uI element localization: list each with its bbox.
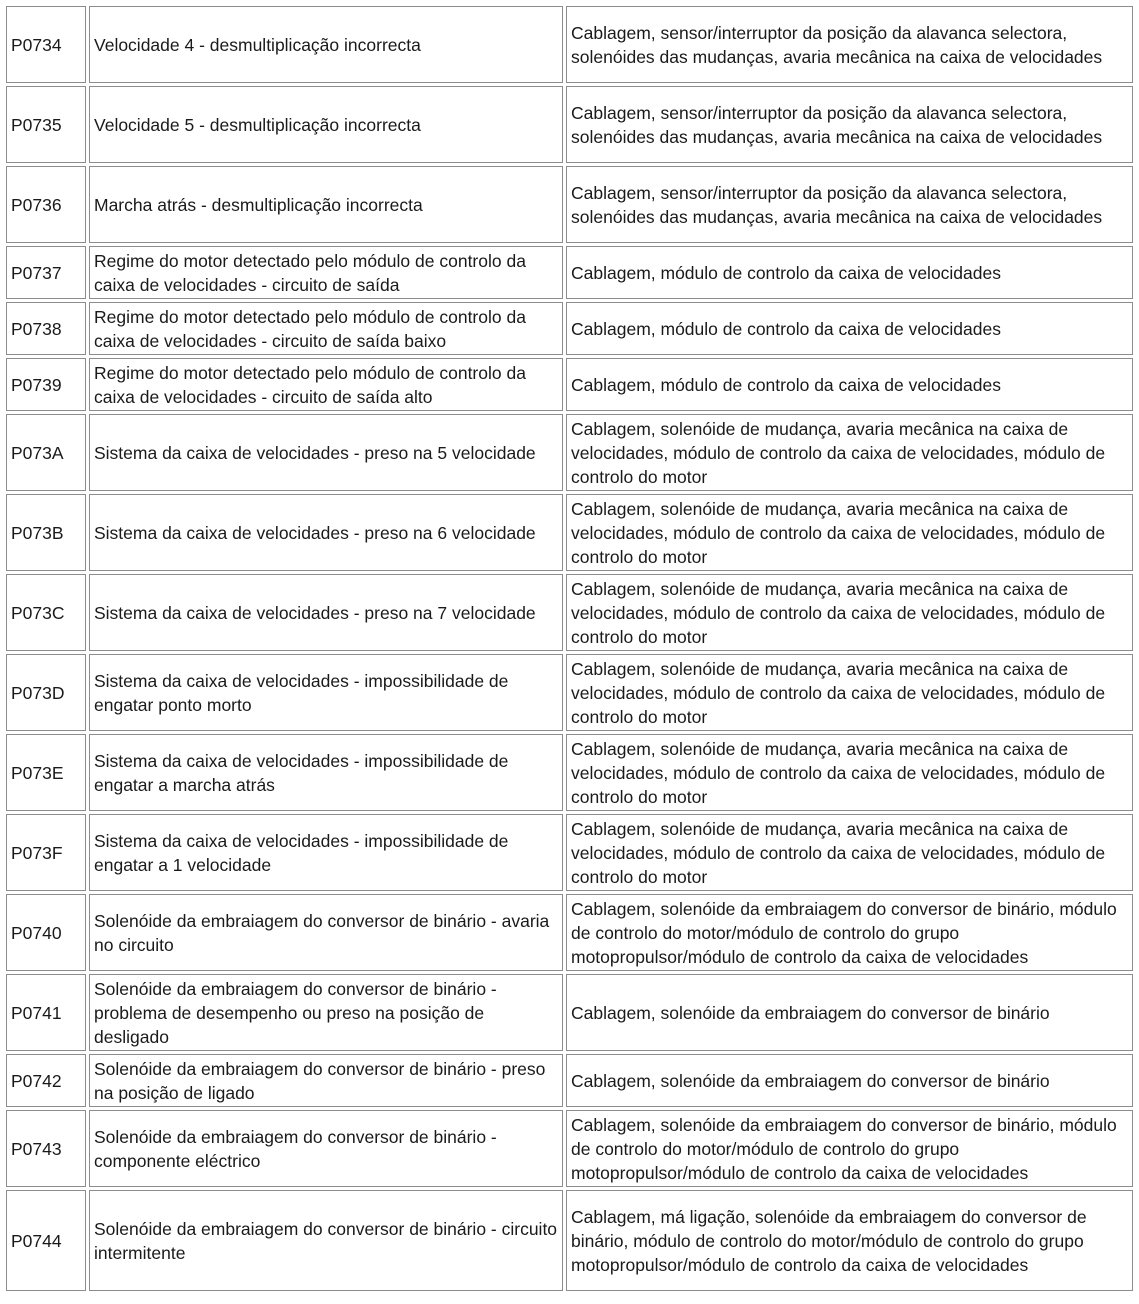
dtc-causes: Cablagem, módulo de controlo da caixa de velocidades: [566, 302, 1133, 355]
dtc-description: Regime do motor detectado pelo módulo de controlo da caixa de velocidades - circuito de saída: [89, 246, 563, 299]
dtc-causes: Cablagem, sensor/interruptor da posição da alavanca selectora, solenóides das mudanças, avaria mecânica na caixa de velocidades: [566, 86, 1133, 163]
table-row: [6, 1054, 1133, 1107]
dtc-description: Solenóide da embraiagem do conversor de binário - circuito intermitente: [89, 1190, 563, 1291]
dtc-code: P0744: [6, 1190, 86, 1291]
dtc-causes: Cablagem, sensor/interruptor da posição da alavanca selectora, solenóides das mudanças, avaria mecânica na caixa de velocidades: [566, 6, 1133, 83]
dtc-causes: Cablagem, módulo de controlo da caixa de velocidades: [566, 358, 1133, 411]
dtc-description: Solenóide da embraiagem do conversor de binário - avaria no circuito: [89, 894, 563, 971]
dtc-causes: Cablagem, solenóide de mudança, avaria mecânica na caixa de velocidades, módulo de controlo da caixa de velocidades, módulo de controlo do motor: [566, 654, 1133, 731]
dtc-description: Solenóide da embraiagem do conversor de binário - componente eléctrico: [89, 1110, 563, 1187]
dtc-description: Sistema da caixa de velocidades - impossibilidade de engatar ponto morto: [89, 654, 563, 731]
table-row: [6, 654, 1133, 731]
dtc-causes: Cablagem, má ligação, solenóide da embraiagem do conversor de binário, módulo de controlo do motor/módulo de controlo do grupo motopropulsor/módulo de controlo da caixa de velocidades: [566, 1190, 1133, 1291]
dtc-code: P0741: [6, 974, 86, 1051]
table-row: [6, 414, 1133, 491]
table-row: [6, 302, 1133, 355]
table-row: [6, 166, 1133, 243]
table-row: [6, 358, 1133, 411]
dtc-description: Velocidade 5 - desmultiplicação incorrecta: [89, 86, 563, 163]
table-row: [6, 1190, 1133, 1291]
dtc-code: P0739: [6, 358, 86, 411]
dtc-causes: Cablagem, solenóide da embraiagem do conversor de binário, módulo de controlo do motor/módulo de controlo do grupo motopropulsor/módulo de controlo da caixa de velocidades: [566, 894, 1133, 971]
dtc-code: P073B: [6, 494, 86, 571]
dtc-description: Marcha atrás - desmultiplicação incorrecta: [89, 166, 563, 243]
table-row: [6, 1110, 1133, 1187]
table-row: [6, 246, 1133, 299]
dtc-description: Sistema da caixa de velocidades - impossibilidade de engatar a 1 velocidade: [89, 814, 563, 891]
dtc-code: P073D: [6, 654, 86, 731]
dtc-causes: Cablagem, solenóide da embraiagem do conversor de binário: [566, 1054, 1133, 1107]
table-row: [6, 894, 1133, 971]
dtc-table: [3, 3, 1136, 1294]
dtc-causes: Cablagem, solenóide de mudança, avaria mecânica na caixa de velocidades, módulo de controlo da caixa de velocidades, módulo de controlo do motor: [566, 414, 1133, 491]
dtc-description: Sistema da caixa de velocidades - preso na 7 velocidade: [89, 574, 563, 651]
dtc-code: P073C: [6, 574, 86, 651]
table-row: [6, 734, 1133, 811]
dtc-description: Regime do motor detectado pelo módulo de controlo da caixa de velocidades - circuito de saída alto: [89, 358, 563, 411]
dtc-code: P073F: [6, 814, 86, 891]
dtc-description: Velocidade 4 - desmultiplicação incorrecta: [89, 6, 563, 83]
table-row: [6, 974, 1133, 1051]
table-row: [6, 86, 1133, 163]
dtc-description: Sistema da caixa de velocidades - preso na 6 velocidade: [89, 494, 563, 571]
dtc-description: Sistema da caixa de velocidades - impossibilidade de engatar a marcha atrás: [89, 734, 563, 811]
dtc-code: P073E: [6, 734, 86, 811]
dtc-causes: Cablagem, solenóide da embraiagem do conversor de binário: [566, 974, 1133, 1051]
dtc-code: P0734: [6, 6, 86, 83]
dtc-causes: Cablagem, solenóide de mudança, avaria mecânica na caixa de velocidades, módulo de controlo da caixa de velocidades, módulo de controlo do motor: [566, 734, 1133, 811]
dtc-causes: Cablagem, solenóide de mudança, avaria mecânica na caixa de velocidades, módulo de controlo da caixa de velocidades, módulo de controlo do motor: [566, 494, 1133, 571]
dtc-description: Regime do motor detectado pelo módulo de controlo da caixa de velocidades - circuito de saída baixo: [89, 302, 563, 355]
dtc-code: P0743: [6, 1110, 86, 1187]
table-row: [6, 494, 1133, 571]
dtc-causes: Cablagem, módulo de controlo da caixa de velocidades: [566, 246, 1133, 299]
table-row: [6, 574, 1133, 651]
dtc-causes: Cablagem, sensor/interruptor da posição da alavanca selectora, solenóides das mudanças, avaria mecânica na caixa de velocidades: [566, 166, 1133, 243]
dtc-code: P0736: [6, 166, 86, 243]
dtc-description: Solenóide da embraiagem do conversor de binário - problema de desempenho ou preso na posição de desligado: [89, 974, 563, 1051]
dtc-causes: Cablagem, solenóide de mudança, avaria mecânica na caixa de velocidades, módulo de controlo da caixa de velocidades, módulo de controlo do motor: [566, 814, 1133, 891]
dtc-code: P0742: [6, 1054, 86, 1107]
dtc-code: P0738: [6, 302, 86, 355]
dtc-code: P0735: [6, 86, 86, 163]
dtc-code: P0740: [6, 894, 86, 971]
table-row: [6, 814, 1133, 891]
dtc-causes: Cablagem, solenóide da embraiagem do conversor de binário, módulo de controlo do motor/módulo de controlo do grupo motopropulsor/módulo de controlo da caixa de velocidades: [566, 1110, 1133, 1187]
dtc-code: P0737: [6, 246, 86, 299]
dtc-causes: Cablagem, solenóide de mudança, avaria mecânica na caixa de velocidades, módulo de controlo da caixa de velocidades, módulo de controlo do motor: [566, 574, 1133, 651]
dtc-description: Sistema da caixa de velocidades - preso na 5 velocidade: [89, 414, 563, 491]
table-row: [6, 6, 1133, 83]
dtc-code: P073A: [6, 414, 86, 491]
dtc-description: Solenóide da embraiagem do conversor de binário - preso na posição de ligado: [89, 1054, 563, 1107]
